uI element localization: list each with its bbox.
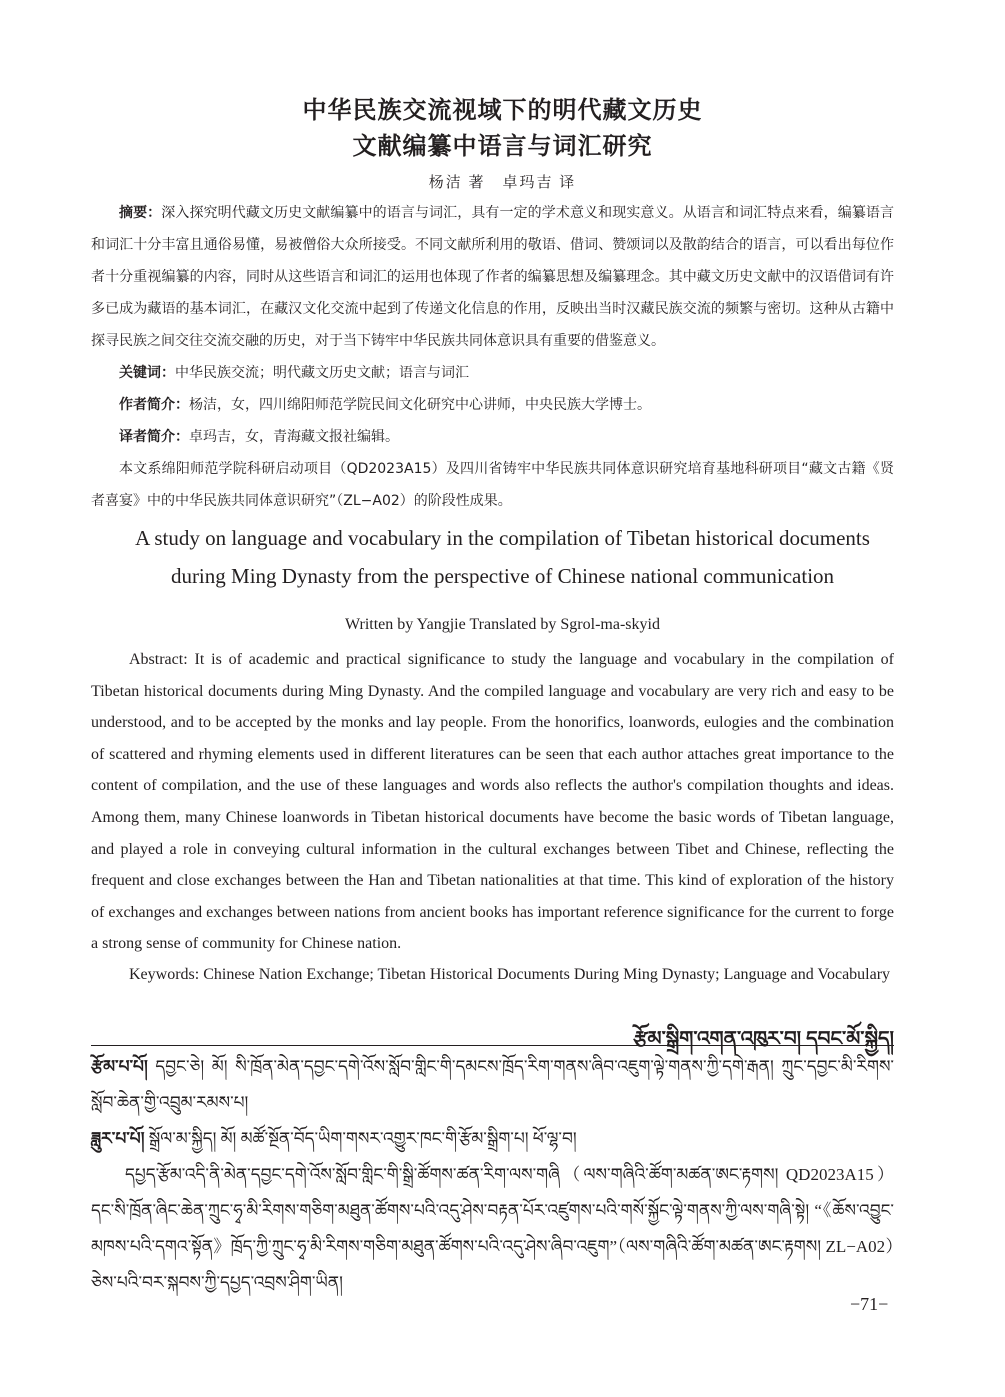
tibetan-editor-credit: རྩོམ་སྒྲིག་འགན་འཁུར་བ། དབང་མོ་སྐྱིད། <box>633 1028 894 1050</box>
section-divider <box>91 1045 894 1046</box>
chinese-abstract <box>91 197 894 357</box>
english-abstract <box>91 644 894 960</box>
chinese-authors: 杨洁 著 卓玛吉 译 <box>428 175 577 191</box>
english-authors: Written by Yangjie Translated by Sgrol-ma-skyid <box>345 616 660 633</box>
english-title-line-1: A study on language and vocabulary in the compilation of Tibetan historical documents <box>135 526 870 550</box>
english-keywords <box>91 959 894 991</box>
tibetan-translator-label: ཟླུར་པ་པོ། <box>91 1129 145 1148</box>
author-intro-text: 杨洁，女，四川绵阳师范学院民间文化研究中心讲师，中央民族大学博士。 <box>189 397 651 413</box>
chinese-author-intro <box>91 389 894 421</box>
chinese-keywords <box>91 357 894 389</box>
tibetan-author-intro <box>91 1049 894 1121</box>
translator-intro-label: 译者简介： <box>119 429 189 445</box>
chinese-funding-note: 本文系绵阳师范学院科研启动项目（QD2023A15）及四川省铸牢中华民族共同体意识研究培育基地科研项目“藏文古籍《贤者喜宴》中的中华民族共同体意识研究”（ZL−A02）的阶段性成果。 <box>91 461 894 509</box>
english-abstract-label: Abstract: <box>129 651 188 668</box>
english-keywords-text: Chinese Nation Exchange; Tibetan Historical Documents During Ming Dynasty; Language and Vocabulary <box>199 966 891 983</box>
english-title-line-2: during Ming Dynasty from the perspective of Chinese national communication <box>170 564 835 588</box>
tibetan-author-text: དབྱང་ཅེ། མོ། སི་ཁྲོན་མེན་དབྱང་དགེ་འོས་སློབ་གླིང་གི་དམངས་ཁྲོད་རིག་གནས་ཞིབ་འཇུག་ལྟེ་གནས་ཀྱི་དགེ་རྒན། ཀྲུང་དབྱང་མི་རིགས་སློབ་ཆེན་གྱི་འབྲུམ་རམས་པ། <box>91 1057 894 1112</box>
tibetan-translator-text: སྒྲོལ་མ་སྐྱིད། མོ། མཚོ་སྔོན་བོད་ཡིག་གསར་འགྱུར་ཁང་གི་རྩོམ་སྒྲིག་པ། ཕོ་ལྷ་བ། <box>144 1129 577 1148</box>
chinese-title-line-2: 文献编纂中语言与词汇研究 <box>352 134 653 160</box>
english-keywords-label: Keywords: <box>129 966 200 983</box>
chinese-title-line-1: 中华民族交流视域下的明代藏文历史 <box>302 98 703 124</box>
tibetan-author-label: རྩོམ་པ་པོ། <box>91 1057 148 1076</box>
keywords-label: 关键词： <box>119 365 175 381</box>
abstract-text: 深入探究明代藏文历史文献编纂中的语言与词汇，具有一定的学术意义和现实意义。从语言和词汇特点来看，编纂语言和词汇十分丰富且通俗易懂，易被僧俗大众所接受。不同文献所利用的敬语、借词、赞颂词以及散韵结合的语言，可以看出每位作者十分重视编纂的内容，同时从这些语言和词汇的运用也体现了作者的编纂思想及编纂理念。其中藏文历史文献中的汉语借词有许多已成为藏语的基本词汇，在藏汉文化交流中起到了传递文化信息的作用，反映出当时汉藏民族交流的频繁与密切。这种从古籍中探寻民族之间交往交流交融的历史，对于当下铸牢中华民族共同体意识具有重要的借鉴意义。 <box>91 205 895 349</box>
tibetan-translator-intro <box>91 1121 894 1157</box>
author-intro-label: 作者简介： <box>119 397 189 413</box>
english-abstract-text: It is of academic and practical significance to study the language and vocabulary in the compilation of Tibetan historical documents during Ming Dynasty. And the compiled language and vocabulary are very rich and easy to be understood, and to be accepted by the monks and lay people. From the honorifics, loanwords, eulogies and the combination of scattered and rhyming elements used in different literatures can be seen that each author attaches great importance to the content of compilation, and the use of these languages and words also reflects the author's compilation thoughts and ideas. Among them, many Chinese loanwords in Tibetan historical documents have become the basic words of Tibetan language, and played a role in conveying cultural information in the cultural exchanges between Tibet and Chinese, reflecting the frequent and close exchanges between the Han and Tibetan nationalities at that time. This kind of exploration of the history of exchanges and exchanges between nations from ancient books has important reference significance for the current to forge a strong sense of community for Chinese nation. <box>91 651 894 953</box>
translator-intro-text: 卓玛吉，女，青海藏文报社编辑。 <box>189 429 399 445</box>
keywords-text: 中华民族交流；明代藏文历史文献；语言与词汇 <box>175 365 469 381</box>
abstract-label: 摘要： <box>119 205 162 221</box>
tibetan-funding-note: དཔྱད་རྩོམ་འདི་ནི་མེན་དབྱང་དགེ་འོས་སློབ་གླིང་གི་སྒྲི་ཚོགས་ཚན་རིག་ལས་གཞི（ལས་གཞིའི་ཚོག་མཚན་ཨང་རྟགས། QD2023A15）དང་སི་ཁྲོན་ཞིང་ཆེན་ཀྲུང་ཧྭ་མི་རིགས་གཅིག་མཐུན་ཚོགས་པའི་འདུ་ཤེས་བརྟན་པོར་འཛུགས་པའི་གསོ་སྐྱོང་ལྟེ་གནས་ཀྱི་ལས་གཞི་སྟེ། “《ཆོས་འབྱུང་མཁས་པའི་དགའ་སྟོན》ཁྲོད་ཀྱི་ཀྲུང་ཧྭ་མི་རིགས་གཅིག་མཐུན་ཚོགས་པའི་འདུ་ཤེས་ཞིབ་འཇུག”（ལས་གཞིའི་ཚོག་མཚན་ཨང་རྟགས། ZL−A02）ཅེས་པའི་བར་སྐབས་ཀྱི་དཔྱད་འབྲས་ཤིག་ཡིན། <box>91 1165 894 1292</box>
page-number: −71− <box>850 1294 889 1314</box>
chinese-translator-intro <box>91 421 894 453</box>
